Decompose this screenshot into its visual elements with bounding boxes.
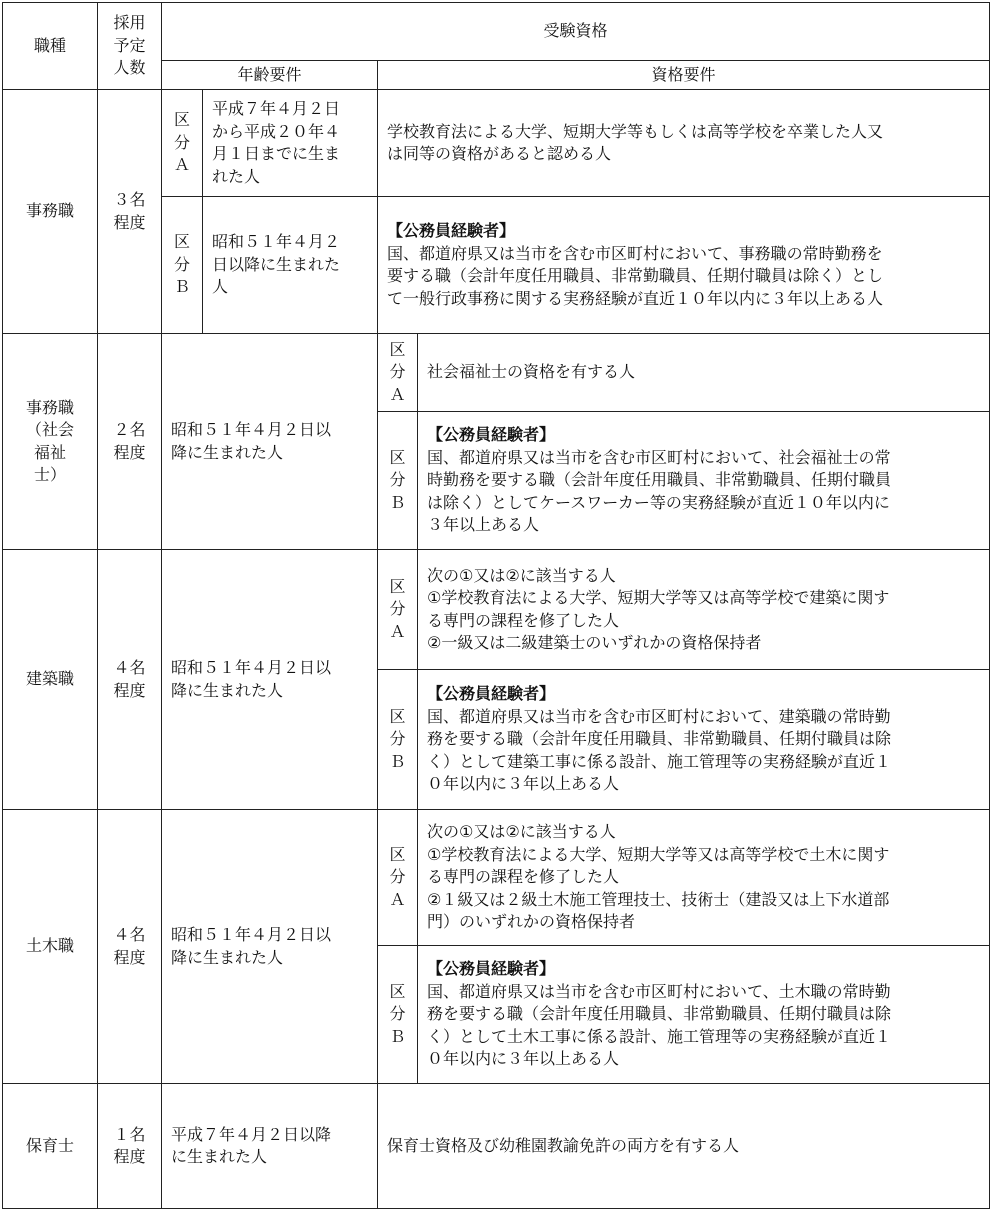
category-label: 区 分 Ａ bbox=[378, 334, 418, 412]
header-job-type: 職種 bbox=[3, 3, 98, 90]
category-label: 区 分 Ａ bbox=[378, 810, 418, 946]
qualification-text: 国、都道府県又は当市を含む市区町村において、土木職の常時勤 務を要する職（会計年度任用職員、非常勤職員、任期付職員は除 く）として土木工事に係る設計、施工管理等の実務経験が直近１ ０年以内に３年以上ある人 bbox=[427, 981, 892, 1069]
category-label: 区 分 Ｂ bbox=[378, 670, 418, 810]
header-qualification: 受験資格 bbox=[162, 3, 990, 61]
qualification-requirement bbox=[378, 197, 990, 334]
header-capacity: 採用 予定 人数 bbox=[98, 3, 162, 90]
age-requirement: 昭和５１年４月２ 日以降に生まれた 人 bbox=[203, 197, 378, 334]
age-requirement: 昭和５１年４月２日以 降に生まれた人 bbox=[162, 810, 378, 1084]
capacity: ３名 程度 bbox=[98, 90, 162, 334]
civil-servant-heading: 【公務員経験者】 bbox=[387, 221, 516, 240]
job-name: 土木職 bbox=[3, 810, 98, 1084]
capacity: ４名 程度 bbox=[98, 550, 162, 810]
age-requirement: 平成７年４月２日 から平成２０年４ 月１日までに生ま れた人 bbox=[203, 90, 378, 197]
qualification-requirement: 次の①又は②に該当する人 ①学校教育法による大学、短期大学等又は高等学校で建築に関す る専門の課程を修了した人 ②一級又は二級建築士のいずれかの資格保持者 bbox=[418, 550, 990, 670]
qualification-requirement bbox=[418, 412, 990, 550]
capacity: ２名 程度 bbox=[98, 334, 162, 550]
category-label: 区 分 Ｂ bbox=[378, 946, 418, 1084]
capacity: １名 程度 bbox=[98, 1084, 162, 1209]
civil-servant-heading: 【公務員経験者】 bbox=[427, 959, 556, 979]
qualification-requirement: 次の①又は②に該当する人 ①学校教育法による大学、短期大学等又は高等学校で土木に関す る専門の課程を修了した人 ②１級又は２級土木施工管理技士、技術士（建設又は上下水道部 門）のいずれかの資格保持者 bbox=[418, 810, 990, 946]
job-name: 建築職 bbox=[3, 550, 98, 810]
job-name: 事務職 （社会 福祉 士） bbox=[3, 334, 98, 550]
header-qualification-requirement: 資格要件 bbox=[378, 61, 990, 90]
category-label: 区 分 Ｂ bbox=[162, 197, 203, 334]
age-requirement: 平成７年４月２日以降 に生まれた人 bbox=[162, 1084, 378, 1209]
capacity: ４名 程度 bbox=[98, 810, 162, 1084]
civil-servant-heading: 【公務員経験者】 bbox=[427, 684, 556, 704]
qualification-text: 国、都道府県又は当市を含む市区町村において、社会福祉士の常 時勤務を要する職（会計年度任用職員、非常勤職員、任期付職員 は除く）としてケースワーカー等の実務経験が直近１０年以内に ３年以上ある人 bbox=[427, 447, 892, 535]
qualification-requirement bbox=[418, 946, 990, 1084]
requirements-table bbox=[2, 2, 990, 1209]
category-label: 区 分 Ｂ bbox=[378, 412, 418, 550]
age-requirement: 昭和５１年４月２日以 降に生まれた人 bbox=[162, 550, 378, 810]
qualification-requirement: 社会福祉士の資格を有する人 bbox=[418, 334, 990, 412]
category-label: 区 分 Ａ bbox=[378, 550, 418, 670]
qualification-requirement: 保育士資格及び幼稚園教諭免許の両方を有する人 bbox=[378, 1084, 990, 1209]
job-name: 保育士 bbox=[3, 1084, 98, 1209]
qualification-requirement: 学校教育法による大学、短期大学等もしくは高等学校を卒業した人又 は同等の資格があると認める人 bbox=[378, 90, 990, 197]
category-label: 区 分 Ａ bbox=[162, 90, 203, 197]
age-requirement: 昭和５１年４月２日以 降に生まれた人 bbox=[162, 334, 378, 550]
qualification-text: 国、都道府県又は当市を含む市区町村において、事務職の常時勤務を 要する職（会計年度任用職員、非常勤職員、任期付職員は除く）とし て一般行政事務に関する実務経験が直近１０年以内に３年以上ある人 bbox=[387, 243, 884, 308]
job-name: 事務職 bbox=[3, 90, 98, 334]
qualification-text: 国、都道府県又は当市を含む市区町村において、建築職の常時勤 務を要する職（会計年度任用職員、非常勤職員、任期付職員は除 く）として建築工事に係る設計、施工管理等の実務経験が直近１ ０年以内に３年以上ある人 bbox=[427, 706, 892, 794]
qualification-requirement bbox=[418, 670, 990, 810]
civil-servant-heading: 【公務員経験者】 bbox=[427, 425, 556, 445]
header-age-requirement: 年齢要件 bbox=[162, 61, 378, 90]
